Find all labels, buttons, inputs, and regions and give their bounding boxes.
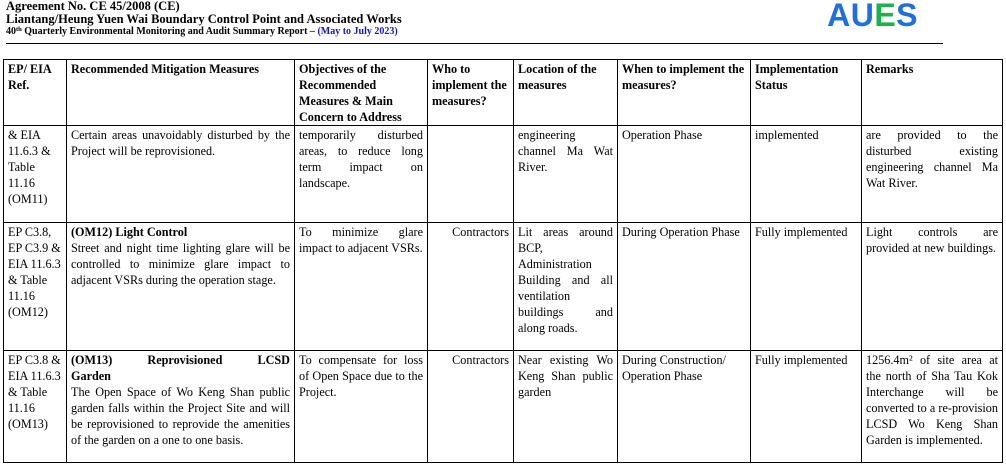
table-header-row [4,60,1003,126]
cell-objective: To minimize glare impact to adjacent VSRs. [295,223,428,351]
cell-who [428,126,514,223]
col-header-remarks: Remarks [862,60,1003,126]
measure-title: (OM12) Light Control [71,225,188,239]
aues-logo: AUES [827,0,918,33]
cell-when: During Construction/ Operation Phase [618,351,751,463]
cell-measure [67,351,295,463]
col-header-status: Implementation Status [751,60,862,126]
cell-remarks: Light controls are provided at new buildings. [862,223,1003,351]
col-header-objectives: Objectives of the Recommended Measures & Main Concern to Address [295,60,428,126]
cell-location: engineering channel Ma Wat River. [514,126,618,223]
col-header-location: Location of the measures [514,60,618,126]
cell-location: Near existing Wo Keng Shan public garden [514,351,618,463]
cell-remarks: 1256.4m² of site area at the north of Sha Tau Kok Interchange will be converted to a re-provision LCSD Wo Keng Shan Garden is implemented. [862,351,1003,463]
col-header-measures: Recommended Mitigation Measures [67,60,295,126]
cell-measure [67,223,295,351]
cell-when: During Operation Phase [618,223,751,351]
measure-text: The Open Space of Wo Keng Shan public garden falls within the Project Site and will be reprovisioned to reprovide the amenities of the garden on a one to one basis. [71,385,290,447]
report-ordinal: 40 [6,26,16,37]
measure-text: Street and night time lighting glare will be controlled to minimize glare impact to adjacent VSRs during the operation stage. [71,241,290,287]
mitigation-measures-table [3,59,1003,463]
cell-who: Contractors [428,351,514,463]
project-title: Liantang/Heung Yuen Wai Boundary Control Point and Associated Works [6,12,402,26]
report-header [6,0,1000,44]
col-header-ref: EP/ EIA Ref. [4,60,67,126]
cell-ref: EP C3.8, EP C3.9 & EIA 11.6.3 & Table 11.16 (OM12) [4,223,67,351]
cell-status: Fully implemented [751,351,862,463]
measure-title-cont: Garden [71,369,111,383]
col-header-when: When to implement the measures? [618,60,751,126]
cell-objective: To compensate for loss of Open Space due to the Project. [295,351,428,463]
cell-measure: Certain areas unavoidably disturbed by the Project will be reprovisioned. [67,126,295,223]
cell-status: implemented [751,126,862,223]
report-period: (May to July 2023) [317,26,398,37]
cell-when: Operation Phase [618,126,751,223]
report-ordinal-suffix: th [16,26,22,33]
cell-who: Contractors [428,223,514,351]
cell-remarks: are provided to the disturbed existing engineering channel Ma Wat River. [862,126,1003,223]
cell-ref: EP C3.8 & EIA 11.6.3 & Table 11.16 (OM13) [4,351,67,463]
table-row [4,126,1003,223]
header-divider [6,43,943,44]
cell-objective: temporarily disturbed areas, to reduce long term impact on landscape. [295,126,428,223]
measure-title: (OM13) Reprovisioned LCSD [71,353,290,367]
col-header-who: Who to implement the measures? [428,60,514,126]
agreement-number: Agreement No. CE 45/2008 (CE) [6,0,180,13]
report-subtitle-text: Quarterly Environmental Monitoring and Audit Summary Report – [21,26,318,37]
cell-status: Fully implemented [751,223,862,351]
cell-ref: & EIA 11.6.3 & Table 11.16 (OM11) [4,126,67,223]
table-row [4,223,1003,351]
cell-location: Lit areas around BCP, Administration Building and all ventilation buildings and along roads. [514,223,618,351]
table-row [4,351,1003,463]
